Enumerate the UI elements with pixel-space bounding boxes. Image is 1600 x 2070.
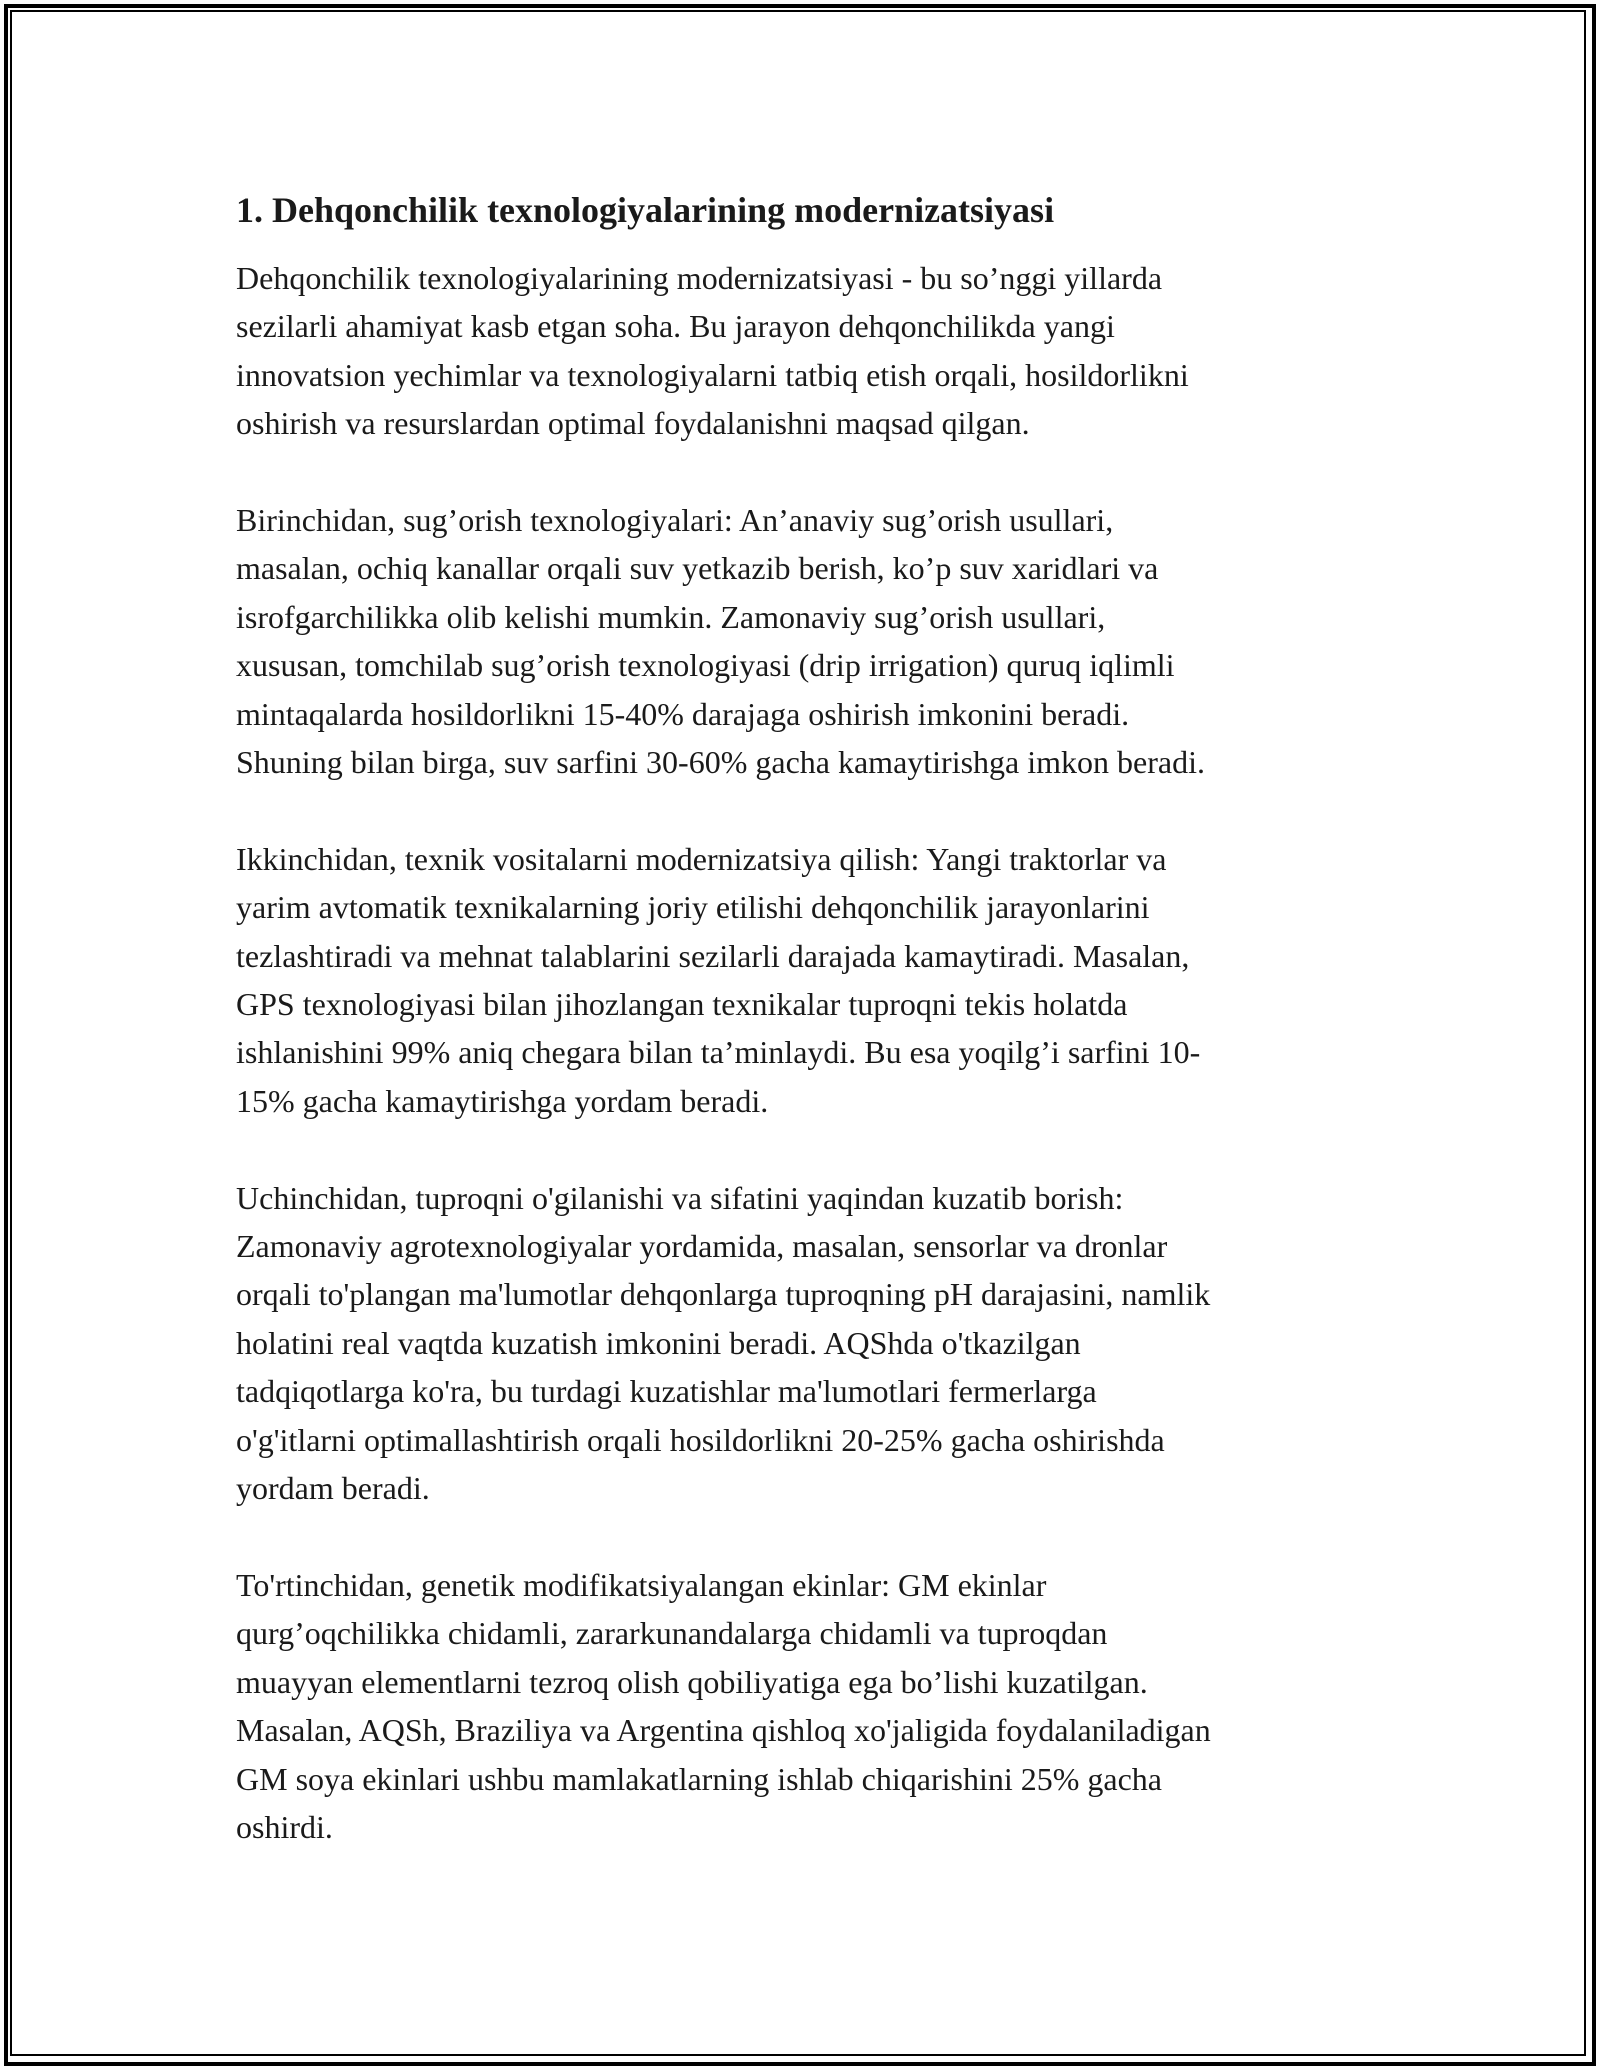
paragraph-line: o'g'itlarni optimallashtirish orqali hosildorlikni 20-25% gacha oshirishda <box>236 1421 1165 1458</box>
document-body <box>236 186 1376 1900</box>
paragraph-line: Shuning bilan birga, suv sarfini 30-60% gacha kamaytirishga imkon beradi. <box>236 744 1205 781</box>
paragraph-line: oshirish va resurslardan optimal foydalanishni maqsad qilgan. <box>236 405 1030 442</box>
paragraph-line: Ikkinchidan, texnik vositalarni modernizatsiya qilish: Yangi traktorlar va <box>236 840 1167 877</box>
paragraph-line: innovatsion yechimlar va texnologiyalarni tatbiq etish orqali, hosildorlikni <box>236 356 1189 393</box>
paragraph-line: masalan, ochiq kanallar orqali suv yetkazib berish, ko’p suv xaridlari va <box>236 550 1159 587</box>
paragraph-line: To'rtinchidan, genetik modifikatsiyalangan ekinlar: GM ekinlar <box>236 1566 1047 1603</box>
paragraph-line: ishlanishini 99% aniq chegara bilan ta’minlaydi. Bu esa yoqilg’i sarfini 10- <box>236 1034 1201 1071</box>
paragraph-intro <box>236 254 1376 448</box>
paragraph-machinery <box>236 835 1376 1125</box>
paragraph-line: isrofgarchilikka olib kelishi mumkin. Zamonaviy sug’orish usullari, <box>236 598 1106 635</box>
paragraph-line: Uchinchidan, tuproqni o'gilanishi va sifatini yaqindan kuzatib borish: <box>236 1179 1124 1216</box>
paragraph-line: Masalan, AQSh, Braziliya va Argentina qishloq xo'jaligida foydalaniladigan <box>236 1712 1211 1749</box>
paragraph-line: sezilarli ahamiyat kasb etgan soha. Bu jarayon dehqonchilikda yangi <box>236 308 1115 345</box>
paragraph-line: qurg’oqchilikka chidamli, zararkunandalarga chidamli va tuproqdan <box>236 1615 1108 1652</box>
paragraph-line: tezlashtiradi va mehnat talablarini sezilarli darajada kamaytiradi. Masalan, <box>236 937 1190 974</box>
paragraph-line: GM soya ekinlari ushbu mamlakatlarning ishlab chiqarishini 25% gacha <box>236 1760 1162 1797</box>
paragraph-line: Zamonaviy agrotexnologiyalar yordamida, masalan, sensorlar va dronlar <box>236 1228 1168 1265</box>
paragraph-irrigation <box>236 496 1376 786</box>
paragraph-line: GPS texnologiyasi bilan jihozlangan texnikalar tuproqni tekis holatda <box>236 986 1128 1023</box>
paragraph-line: yarim avtomatik texnikalarning joriy etilishi dehqonchilik jarayonlarini <box>236 889 1150 926</box>
paragraph-line: mintaqalarda hosildorlikni 15-40% darajaga oshirish imkonini beradi. <box>236 695 1130 732</box>
paragraph-line: Dehqonchilik texnologiyalarining modernizatsiyasi - bu so’nggi yillarda <box>236 260 1163 296</box>
paragraph-line: xususan, tomchilab sug’orish texnologiyasi (drip irrigation) quruq iqlimli <box>236 647 1175 684</box>
paragraph-line: tadqiqotlarga ko'ra, bu turdagi kuzatishlar ma'lumotlari fermerlarga <box>236 1373 1097 1410</box>
paragraph-line: holatini real vaqtda kuzatish imkonini beradi. AQShda o'tkazilgan <box>236 1324 1081 1361</box>
paragraph-line: muayyan elementlarni tezroq olish qobiliyatiga ega bo’lishi kuzatilgan. <box>236 1663 1148 1700</box>
paragraph-line: 15% gacha kamaytirishga yordam beradi. <box>236 1082 769 1119</box>
section-heading: 1. Dehqonchilik texnologiyalarining modernizatsiyasi <box>236 190 1055 230</box>
paragraph-soil-monitoring <box>236 1174 1376 1513</box>
paragraph-line: Birinchidan, sug’orish texnologiyalari: An’anaviy sug’orish usullari, <box>236 502 1114 539</box>
paragraph-line: oshirdi. <box>236 1808 333 1845</box>
paragraph-line: yordam beradi. <box>236 1470 430 1507</box>
paragraph-line: orqali to'plangan ma'lumotlar dehqonlarga tuproqning pH darajasini, namlik <box>236 1276 1211 1313</box>
paragraph-gm-crops <box>236 1561 1376 1851</box>
